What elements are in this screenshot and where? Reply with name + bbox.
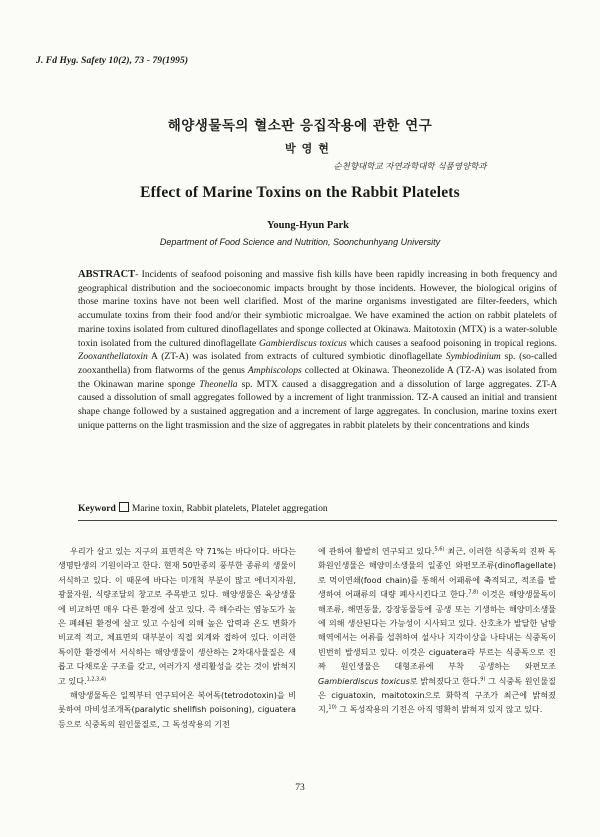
abstract-text: sp. MTX caused a disaggregation and a dissolution of large aggregates. ZT-A caused a dissolution of small aggregates followed by a increment of light tranmission. TZ-A caused an initial and transient shape change followed by a sustained aggregation and a increment of large aggregates. In conclusion, marine toxins exert unique patterns on the light trasmission and the size of aggregates in rabbit platelets by their concentrations and kinds [78, 378, 558, 431]
paragraph [58, 688, 296, 731]
abstract-text: collected at Okinawa. Theonezolide A (TZ-A) was isolated from the Okinawan marine sponge [78, 364, 557, 390]
body-column-left [58, 544, 296, 731]
journal-citation: J. Fd Hyg. Safety 10(2), 73 - 79(1995) [36, 56, 189, 66]
korean-author: 박영현 [285, 142, 335, 155]
paragraph [58, 544, 296, 688]
abstract-text: A (ZT-A) was isolated from extracts of cultured symbiotic dinoflagellate [147, 351, 446, 363]
keyword-label: Keyword [78, 503, 116, 514]
english-affiliation: Department of Food Science and Nutrition, Soonchunhyang University [159, 237, 441, 247]
english-author: Young-Hyun Park [267, 220, 349, 231]
genus-name: Theonella [199, 378, 238, 390]
abstract-text: - Incidents of seafood poisoning and massive fish kills have been rapidly increasing in both frequency and geographical distribution and the socioeconomic impacts brought by those incidents. However, the biological origins of those marine toxins have not been well clarified. Most of the marine organisms investigated are filter-feeders, which accumulate toxins from their food and/or their symbiotic microalgae. We have examined the action on rabbit platelets of marine toxins isolated from cultured dinoflagellates and sponge collected at Okinawa. Maitotoxin (MTX) is a water-soluble toxin isolated from the cultured dinoflagellate [78, 269, 557, 349]
paragraph-text: 해양생물독은 일찍부터 연구되어온 복어독(tetrodotoxin)을 비롯하여 마비성조개독(paralytic shellfish poisoning), ciguatera 등으로 식중독의 원인물질로, 그 독성작용의 기전 [58, 690, 296, 729]
paragraph-text: 우리가 살고 있는 지구의 표면적은 약 71%는 바다이다. 바다는 생명탄생의 기원이라고 한다. 현재 50만종의 풍부한 종류의 생물이 서식하고 있다. 이 때문에 바다는 미개척 부분이 많고 에너지자원, 광물자원, 식량조달의 창고로 주목받고 있다. 해양생물은 육상생물에 비교하면 매우 다른 환경에 살고 있다. 즉 해수라는 염농도가 높은 폐쇄된 환경에 살고 있고 수심에 의해 높은 압력과 온도 변화가 비교적 적고, 체표면의 대부분이 직접 외계와 접하여 있다. 이러한 특이한 환경에서 서식하는 해양생물이 생산하는 2차대사물질은 새롭고 다채로운 구조를 갖고, 여러가지 생리활성을 갖는 것이 밝혀지고 있다. [58, 546, 296, 686]
species-name: Symbiodinium [445, 351, 501, 363]
paragraph-text: 최근, 이러한 식중독의 진짜 독화원인생물은 해양미소생물의 일종인 와편모조류(dinoflagellate)로 먹이연쇄(food chain)를 통해서 어패류에 축적되고, 적조를 발생하여 어패류의 대량 폐사시킨다고 한다. [318, 546, 557, 600]
keyword-line [78, 502, 557, 514]
paragraph-text: 그 독성작용의 기전은 아직 명확히 밝혀져 있지 않고 있다. [336, 704, 543, 715]
species-name: Gambierdiscus toxicus [258, 337, 347, 349]
paragraph-text: 로 밝혀졌다고 한다. [409, 675, 481, 686]
citation: 1,2,3,4) [86, 675, 107, 682]
abstract-text: sp. (so-called zooxanthella) from flatworms of the genus [78, 351, 557, 376]
genus-name: Amphiscolops [247, 364, 302, 376]
abstract [78, 268, 557, 432]
abstract-text: which causes a seafood poisoning in tropical regions. [346, 337, 558, 349]
korean-title: 해양생물독의 혈소판 응집작용에 관한 연구 [167, 118, 433, 134]
divider [78, 520, 557, 521]
checkbox-icon [119, 502, 129, 512]
citation: 9) [480, 675, 486, 682]
korean-affiliation: 순천향대학교 자연과학대학 식품영양학과 [333, 162, 487, 172]
citation: 10) [328, 704, 337, 711]
paragraph-text: 에 관하여 활발히 연구되고 있다. [318, 546, 435, 556]
page-number: 73 [295, 783, 305, 793]
toxin-name: Zooxanthellatoxin [78, 351, 148, 363]
paragraph-text: 이것은 해양생물독이 해조류, 해면동물, 강장동물등에 공생 또는 기생하는 해양미소생물에 의해 생산된다는 가능성이 시사되고 있다. 산호초가 발달한 남방해역에서는 어류를 섭취하여 설사나 지각이상을 나타내는 식중독이 빈번히 발생되고 있다. 이것은 ciguatera라 부르는 식중독으로 진짜 원인생물은 대형조류에 부착 공생하는 와편모조 [318, 589, 556, 672]
body-column-right [318, 544, 556, 717]
abstract-label: ABSTRACT [78, 269, 136, 280]
keyword-text: Marine toxin, Rabbit platelets, Platelet aggregation [131, 503, 328, 514]
paragraph [318, 544, 556, 717]
english-title: Effect of Marine Toxins on the Rabbit Platelets [140, 184, 460, 201]
citation: 7,8) [468, 589, 479, 596]
paragraph-text: 그 식중독 원인물질은 ciguatoxin, maitotoxin으로 화학적 구조가 최근에 밝혀졌지, [318, 675, 556, 715]
species-name: Gambierdiscus toxicus [318, 675, 410, 686]
citation: 5,6) [434, 546, 445, 553]
